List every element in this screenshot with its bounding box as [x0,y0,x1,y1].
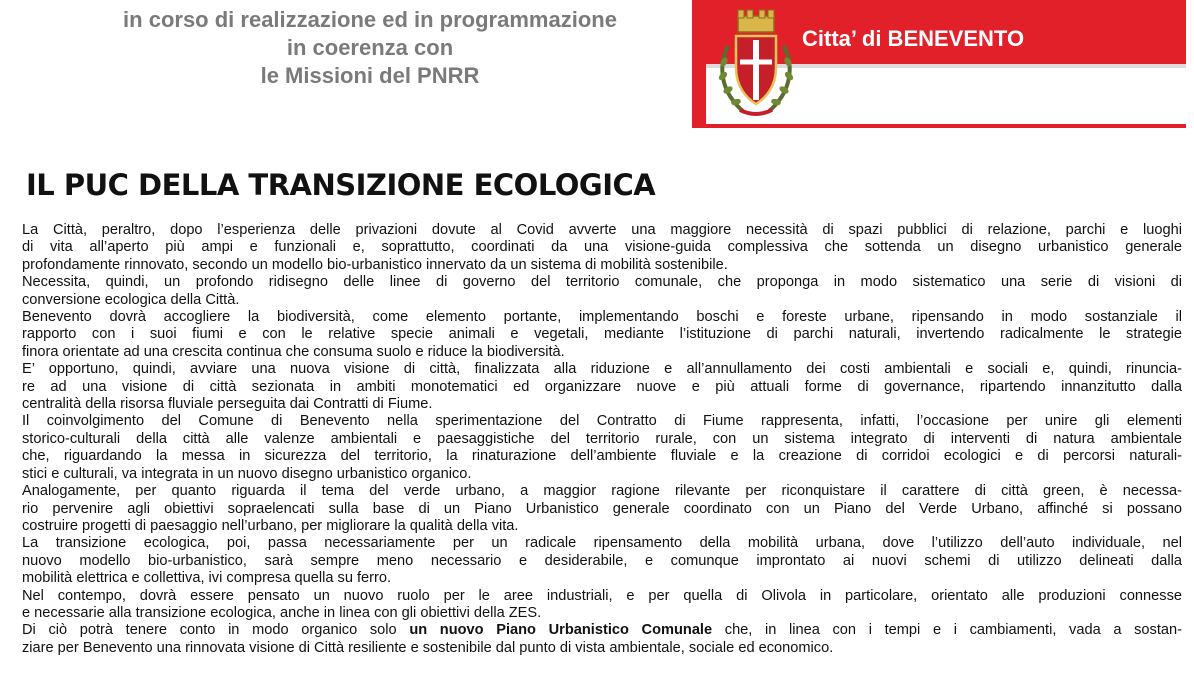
paragraph [22,588,1182,623]
paragraph-line: La Città, peraltro, dopo l’esperienza delle privazioni dovute al Covid avverte una maggiore necessità di spazi pubblici di relazione, parchi e luoghi [22,222,1182,238]
paragraph-line: E’ opportuno, quindi, avviare una nuova visione di città, finalizzata alla riduzione e all’annullamento dei costi ambientali e sociali e, quindi, rinuncia- [22,361,1182,378]
paragraph [22,483,1182,535]
city-banner [692,0,1186,128]
paragraph-line: Necessita, quindi, un profondo ridisegno delle linee di governo del territorio comunale, che proponga in modo sistematico una serie di visioni di [22,274,1182,291]
closing-line [22,622,1182,639]
paragraph-line: stici e culturali, va integrata in un nuovo disegno urbanistico organico. [22,465,472,482]
paragraph-line: rapporto con i suoi fiumi e con le relative specie animali e vegetali, mediante l’istituzione di parchi naturali, invertendo radicalmente le strategie [22,326,1182,343]
banner-bottom-line [692,124,1186,128]
closing-text-pre: Di ciò potrà tenere conto in modo organico solo [22,622,410,639]
paragraph-line: nuovo modello bio-urbanistico, sarà sempre meno necessario e desiderabile, e comunque improntato ai nuovi schemi di utilizzo delineati dalla [22,552,1182,569]
closing-line: ziare per Benevento una rinnovata visione di Città resiliente e sostenibile dal punto di vista ambientale, sociale ed economico. [22,639,834,656]
paragraph-line: finora orientate ad una crescita continua che consuma suolo e riduce la biodiversità. [22,343,565,360]
paragraph-line: mobilità elettrica e collettiva, ivi compresa quella su ferro. [22,570,392,587]
paragraph-line: costruire progetti di paesaggio nell’urbano, per migliorare la qualità della vita. [22,517,519,534]
city-name: Citta’ di BENEVENTO [802,26,1025,51]
closing-text-post: che, in linea con i tempi e i cambiamenti, vada a sostan- [712,622,1182,639]
paragraph [22,413,1182,483]
paragraph-line: conversione ecologica della Città. [22,291,240,308]
header-line: le Missioni del PNRR [260,63,480,88]
paragraph-line: Benevento dovrà accogliere la biodiversità, come elemento portante, implementando boschi e foreste urbane, ripensando in modo sostanziale il [22,309,1182,326]
paragraph-line: profondamente rinnovato, secondo un modello bio-urbanistico innervato da un sistema di mobilità sostenibile. [22,256,728,273]
paragraph-line: Analogamente, per quanto riguarda il tema del verde urbano, a maggior ragione rilevante per riconquistare il carattere di città green, è necessa- [22,483,1182,500]
paragraph-line: Il coinvolgimento del Comune di Benevento nella sperimentazione del Contratto di Fiume rappresenta, infatti, l’occasione per unire gli elementi [22,413,1182,430]
paragraph [22,535,1182,587]
header-subtitle [60,6,680,90]
paragraph-line: re ad una visione di città sezionata in ambiti monotematici ed organizzare nuove e più attuali forme di governance, ripartendo innanzitutto dalla [22,378,1182,395]
paragraph [22,274,1182,309]
paragraph [22,361,1182,413]
closing-highlight: un nuovo Piano Urbanistico Comunale [409,622,713,639]
paragraph-line: di vita all’aperto più ampi e funzionali e, soprattutto, coordinati da una visione-guida complessiva che sottenda un disegno urbanistico generale [22,239,1182,256]
paragraph-line: storico-culturali della città alle valenze ambientali e paesaggistiche del territorio rurale, con un sistema integrato di interventi di natura ambientale [22,430,1182,447]
benevento-coat-of-arms-icon [714,6,798,122]
header-line: in corso di realizzazione ed in programmazione [123,7,617,32]
paragraph-line: che, riguardando la messa in sicurezza del territorio, la rinaturazione dell’ambiente fluviale e la creazione di corridoi ecologici e di percorsi naturali- [22,448,1182,465]
paragraph-line: centralità della risorsa fluviale perseguita dai Contratti di Fiume. [22,396,433,413]
closing-paragraph [22,622,1182,657]
page-title: IL PUC DELLA TRANSIZIONE ECOLOGICA [26,168,656,202]
body-text [22,222,1182,657]
paragraph [22,222,1182,274]
header-line: in coerenza con [286,35,454,60]
paragraph-line: La transizione ecologica, poi, passa necessariamente per un radicale ripensamento della mobilità urbana, dove l’utilizzo dell’auto individuale, nel [22,535,1182,552]
paragraph-line: rio pervenire agli obiettivi sopraelencati sulla base di un Piano Urbanistico generale coordinato con un Piano del Verde Urbano, affinché si possano [22,500,1182,517]
paragraph-line: Nel contempo, dovrà essere pensato un nuovo ruolo per le aree industriali, e per quella di Olivola in particolare, orientato alle produzioni connesse [22,587,1182,604]
paragraph-line: e necessarie alla transizione ecologica, anche in linea con gli obiettivi della ZES. [22,604,542,621]
banner-red-edge [692,0,706,128]
paragraph [22,309,1182,361]
